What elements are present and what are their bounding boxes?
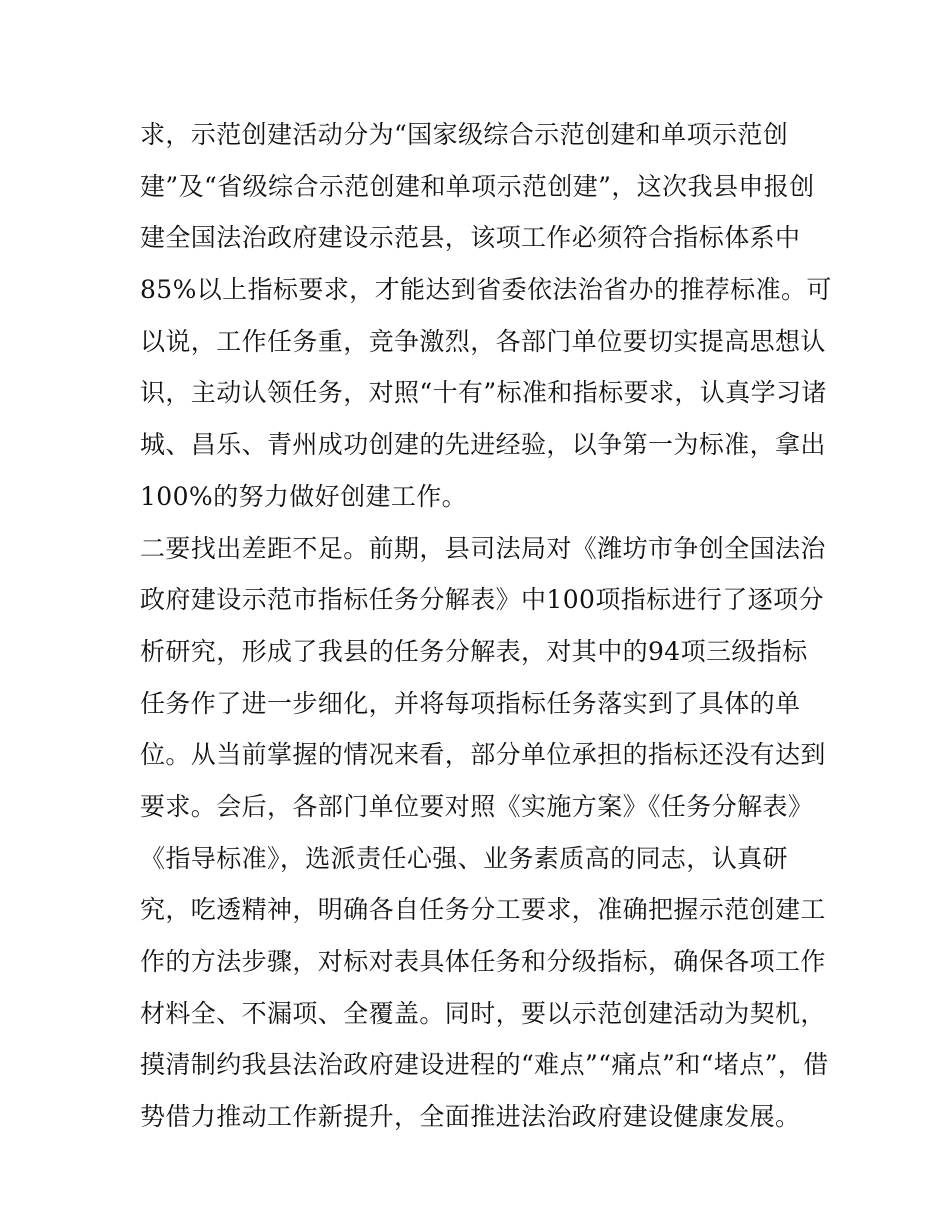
text-line: 任务作了进一步细化，并将每项指标任务落实到了具体的单 xyxy=(140,688,801,718)
text-line: 求，示范创建活动分为“国家级综合示范创建和单项示范创 xyxy=(140,120,789,149)
text-line: 要求。会后，各部门单位要对照《实施方案》《任务分解表》 xyxy=(140,791,814,821)
text-line: 摸清制约我县法治政府建设进程的“难点”“痛点”和“堵点”，借 xyxy=(140,1050,829,1080)
text-line: 以说，工作任务重，竞争激烈，各部门单位要切实提高思想认 xyxy=(140,326,826,356)
text-line: 势借力推动工作新提升，全面推进法治政府建设健康发展。 xyxy=(140,1102,801,1132)
body-text xyxy=(140,109,832,1143)
text-line: 建”及“省级综合示范创建和单项示范创建”，这次我县申报创 xyxy=(140,171,815,201)
text-line: 建全国法治政府建设示范县，该项工作必须符合指标体系中 xyxy=(140,223,801,253)
paragraph-start-line: 二要找出差距不足。前期，县司法局对《潍坊市争创全国法治 xyxy=(140,533,826,563)
text-line: 究，吃透精神，明确各自任务分工要求，准确把握示范创建工 xyxy=(140,895,826,925)
text-line: 《指导标准》，选派责任心强、业务素质高的同志，认真研 xyxy=(140,843,788,873)
text-line: 位。从当前掌握的情况来看，部分单位承担的指标还没有达到 xyxy=(140,740,826,770)
text-line: 城、昌乐、青州成功创建的先进经验，以争第一为标准，拿出 xyxy=(140,430,826,460)
text-line: 识，主动认领任务，对照“十有”标准和指标要求，认真学习诸 xyxy=(140,378,827,408)
text-line: 材料全、不漏项、全覆盖。同时，要以示范创建活动为契机， xyxy=(140,998,826,1028)
text-line: 100%的努力做好创建工作。 xyxy=(140,481,468,511)
text-line: 政府建设示范市指标任务分解表》中100项指标进行了逐项分 xyxy=(140,585,824,615)
text-line: 析研究，形成了我县的任务分解表，对其中的94项三级指标 xyxy=(140,636,808,666)
text-line: 85%以上指标要求，才能达到省委依法治省办的推荐标准。可 xyxy=(140,275,832,305)
text-line: 作的方法步骤，对标对表具体任务和分级指标，确保各项工作 xyxy=(140,947,826,976)
